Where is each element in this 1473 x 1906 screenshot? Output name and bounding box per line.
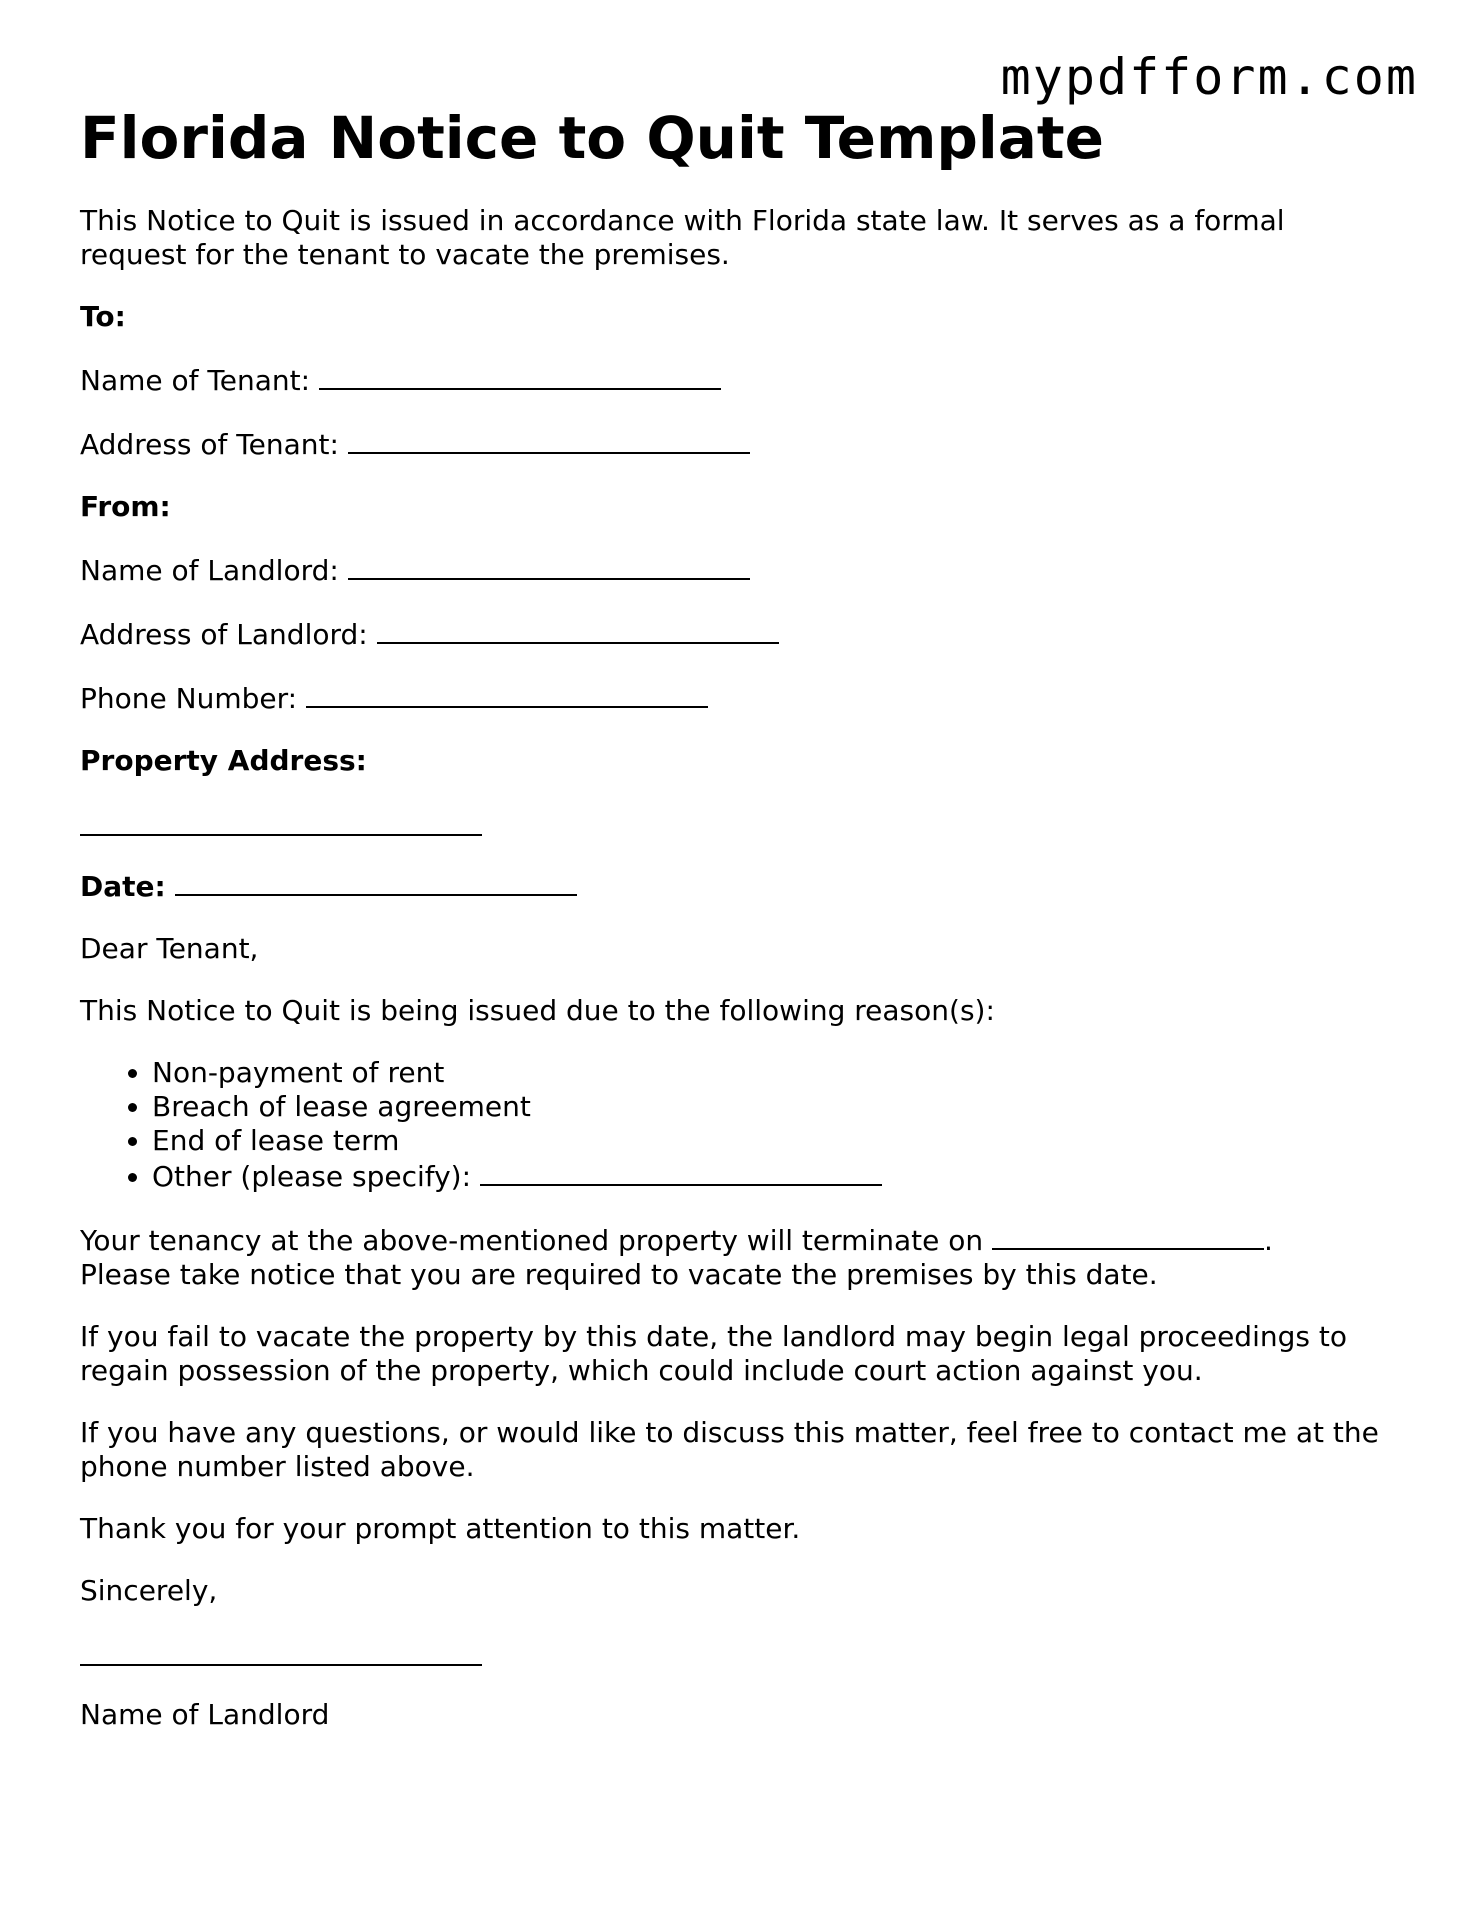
landlord-address-label: Address of Landlord:: [80, 618, 368, 651]
landlord-name-field[interactable]: [348, 552, 750, 580]
salutation: Dear Tenant,: [80, 932, 259, 965]
contact-paragraph: If you have any questions, or would like to discuss this matter, feel free to contact me at the phone number listed above.: [80, 1416, 1379, 1483]
tenant-address-row: [80, 426, 1420, 462]
list-item: • End of lease term: [152, 1124, 1420, 1158]
reasons-intro: This Notice to Quit is being issued due to the following reason(s):: [80, 994, 995, 1027]
signature-row: [80, 1636, 1420, 1670]
closing: Sincerely,: [80, 1574, 218, 1607]
other-reason-label: Other (please specify):: [152, 1160, 472, 1193]
property-address-field[interactable]: [80, 834, 482, 836]
from-heading: From:: [80, 490, 171, 523]
signature-name: Name of Landlord: [80, 1698, 330, 1731]
signature-field[interactable]: [80, 1664, 482, 1666]
termination-paragraph: [80, 1222, 1400, 1292]
termination-date-field[interactable]: [992, 1222, 1264, 1250]
page-title: Florida Notice to Quit Template: [80, 104, 1104, 172]
legal-paragraph: If you fail to vacate the property by this date, the landlord may begin legal proceedings to regain possession of the property, which could include court action against you.: [80, 1320, 1347, 1387]
termination-text: Your tenancy at the above-mentioned property will terminate on: [80, 1224, 984, 1257]
property-address-row: [80, 806, 1420, 840]
watermark: mypdfform.com: [1000, 48, 1418, 106]
tenant-address-field[interactable]: [348, 426, 750, 454]
tenant-name-field[interactable]: [319, 362, 721, 390]
tenant-address-label: Address of Tenant:: [80, 428, 339, 461]
intro-paragraph: This Notice to Quit is issued in accordance with Florida state law. It serves as a formal request for the tenant to vacate the premises.: [80, 204, 1285, 271]
phone-label: Phone Number:: [80, 682, 298, 715]
thanks-paragraph: Thank you for your prompt attention to this matter.: [80, 1512, 801, 1545]
phone-field[interactable]: [306, 680, 708, 708]
landlord-name-row: [80, 552, 1420, 588]
date-field[interactable]: [175, 868, 577, 896]
other-reason-field[interactable]: [480, 1158, 882, 1186]
tenant-name-label: Name of Tenant:: [80, 364, 311, 397]
reasons-list: [80, 1056, 1420, 1194]
to-heading: To:: [80, 300, 126, 333]
date-row: [80, 868, 1420, 904]
phone-row: [80, 680, 1420, 716]
document-page: [80, 100, 1420, 1732]
tenant-name-row: [80, 362, 1420, 398]
landlord-address-row: [80, 616, 1420, 652]
list-item: [152, 1158, 1420, 1194]
termination-period: .: [1264, 1224, 1273, 1257]
landlord-address-field[interactable]: [377, 616, 779, 644]
list-item: • Non-payment of rent: [152, 1056, 1420, 1090]
landlord-name-label: Name of Landlord:: [80, 554, 339, 587]
date-label: Date:: [80, 870, 166, 903]
termination-line2: Please take notice that you are required to vacate the premises by this date.: [80, 1258, 1158, 1291]
list-item: • Breach of lease agreement: [152, 1090, 1420, 1124]
property-heading: Property Address:: [80, 744, 367, 777]
